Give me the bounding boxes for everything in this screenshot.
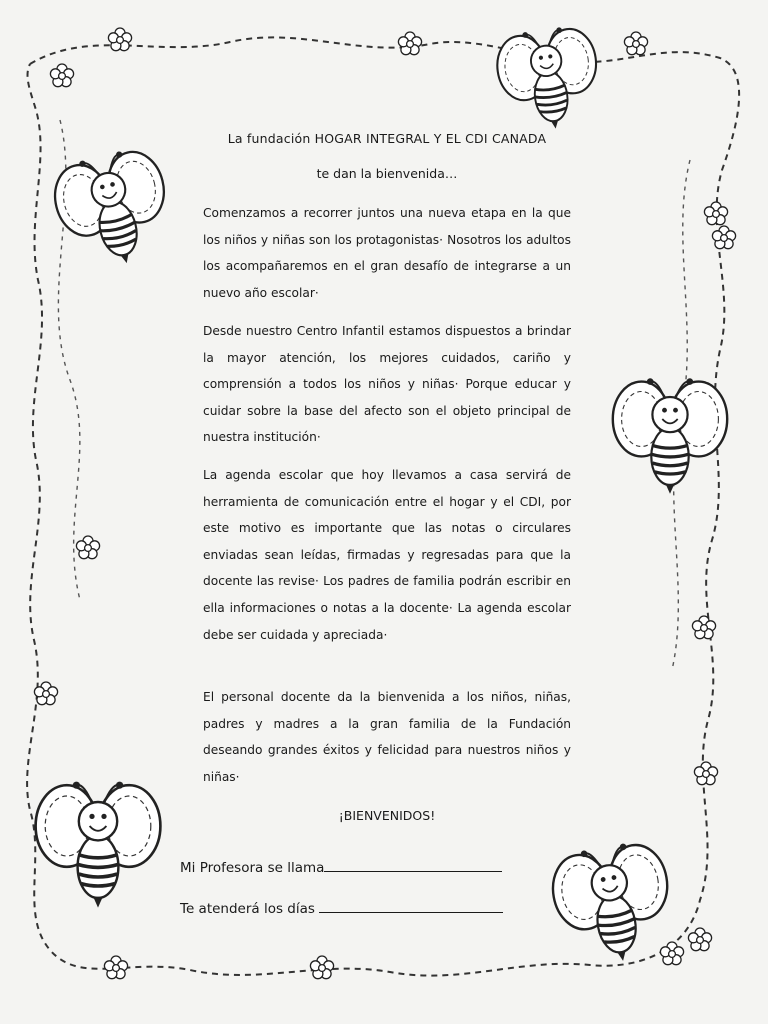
- paragraph-center: Desde nuestro Centro Infantil estamos dispuestos a brindar la mayor atención, los mejores cuidados, cariño y comprensión a todos los niños y niñas· Porque educar y cuidar sobre la base del afecto son el objeto principal de nuestra institución·: [203, 324, 571, 445]
- attention-days-blank[interactable]: [319, 900, 503, 913]
- paragraph-agenda: La agenda escolar que hoy llevamos a casa servirá de herramienta de comunicación entre el hogar y el CDI, por este motivo es importante que las notas o circulares enviadas sean leídas, firmadas y regresadas para que la docente las revise· Los padres de familia podrán escribir en ella informaciones o notas a la docente· La agenda escolar debe ser cuidada y apreciada·: [203, 468, 571, 642]
- teacher-name-line: [180, 859, 502, 876]
- attention-days-line: [180, 900, 503, 917]
- letter-title: La fundación HOGAR INTEGRAL Y EL CDI CANADA: [227, 131, 547, 146]
- teacher-name-label: Mi Profesora se llama: [180, 860, 325, 876]
- paragraph-intro: Comenzamos a recorrer juntos una nueva etapa en la que los niños y niñas son los protagonistas· Nosotros los adultos los acompañaremos en el gran desafío de integrarse a un nuevo año escolar·: [203, 206, 571, 300]
- letter-subtitle: te dan la bienvenida…: [316, 166, 458, 181]
- attention-days-label: Te atenderá los días: [180, 901, 315, 917]
- teacher-name-blank[interactable]: [324, 859, 502, 872]
- welcome-heading: ¡BIENVENIDOS!: [338, 808, 436, 823]
- paragraph-staff: El personal docente da la bienvenida a los niños, niñas, padres y madres a la gran familia de la Fundación deseando grandes éxitos y felicidad para nuestros niños y niñas·: [203, 690, 571, 784]
